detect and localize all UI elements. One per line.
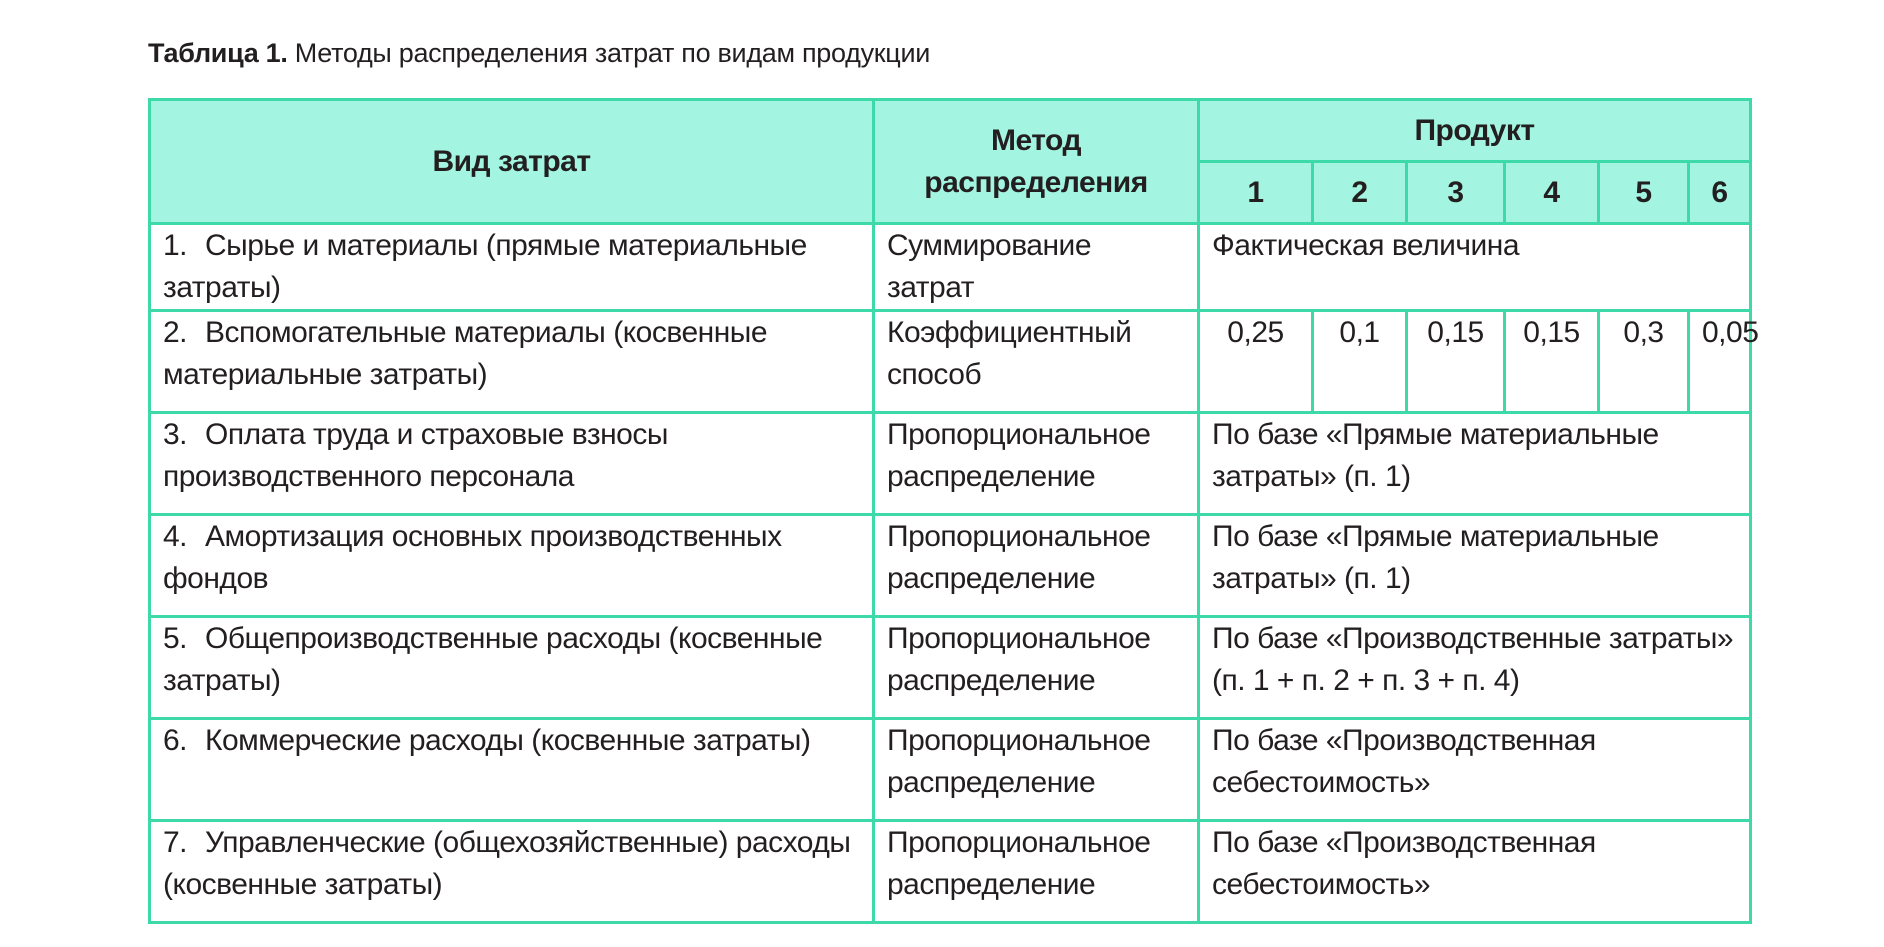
- method-cell: Пропорциональное распределение: [874, 413, 1199, 515]
- coefficient-cell: 0,3: [1599, 311, 1689, 413]
- table-row: [150, 311, 1751, 413]
- table-row: [150, 413, 1751, 515]
- row-number: 3.: [163, 418, 188, 451]
- caption-label: Таблица 1.: [148, 38, 288, 68]
- coefficient-cell: 0,15: [1407, 311, 1505, 413]
- cost-type-cell: [150, 821, 874, 923]
- cost-type-text: Амортизация основных производственных фондов: [163, 520, 782, 595]
- method-cell: Пропорциональное распределение: [874, 515, 1199, 617]
- cost-type-text: Общепроизводственные расходы (косвенные затраты): [163, 622, 823, 697]
- cost-type-cell: [150, 719, 874, 821]
- coefficient-cell: 0,15: [1505, 311, 1599, 413]
- method-cell: Пропорциональное распределение: [874, 821, 1199, 923]
- cost-type-cell: [150, 413, 874, 515]
- table-row: [150, 617, 1751, 719]
- coefficient-cell: 0,1: [1313, 311, 1407, 413]
- header-method-label: Метод распределения: [924, 123, 1148, 199]
- distribution-cell: По базе «Производственная себестоимость»: [1199, 821, 1751, 923]
- header-product: Продукт: [1199, 100, 1751, 162]
- table-row: [150, 821, 1751, 923]
- row-number: 2.: [163, 316, 188, 349]
- distribution-cell: По базе «Прямые материальные затраты» (п. 1): [1199, 515, 1751, 617]
- row-number: 1.: [163, 229, 188, 262]
- cost-type-cell: [150, 311, 874, 413]
- cost-type-cell: [150, 224, 874, 311]
- coefficient-cell: 0,05: [1689, 311, 1751, 413]
- distribution-cell: По базе «Производственные затраты» (п. 1 + п. 2 + п. 3 + п. 4): [1199, 617, 1751, 719]
- header-method: [874, 100, 1199, 224]
- table-row: [150, 719, 1751, 821]
- cost-type-cell: [150, 515, 874, 617]
- header-product-number: 2: [1313, 162, 1407, 224]
- row-number: 4.: [163, 520, 188, 553]
- table-row: [150, 515, 1751, 617]
- header-product-number: 5: [1599, 162, 1689, 224]
- distribution-cell: По базе «Производственная себестоимость»: [1199, 719, 1751, 821]
- cost-type-text: Сырье и материалы (прямые материальные затраты): [163, 229, 807, 304]
- table-caption: [148, 36, 930, 70]
- header-product-number: 6: [1689, 162, 1751, 224]
- row-number: 7.: [163, 826, 188, 859]
- method-cell: Суммирование затрат: [874, 224, 1199, 311]
- row-number: 6.: [163, 724, 188, 757]
- cost-type-text: Оплата труда и страховые взносы производственного персонала: [163, 418, 668, 493]
- cost-allocation-table: [148, 98, 1759, 924]
- distribution-cell: Фактическая величина: [1199, 224, 1751, 311]
- method-cell: Пропорциональное распределение: [874, 617, 1199, 719]
- row-number: 5.: [163, 622, 188, 655]
- method-cell: Пропорциональное распределение: [874, 719, 1199, 821]
- cost-type-text: Вспомогательные материалы (косвенные материальные затраты): [163, 316, 768, 391]
- header-product-number: 3: [1407, 162, 1505, 224]
- header-product-number: 1: [1199, 162, 1313, 224]
- method-cell: Коэффициентный способ: [874, 311, 1199, 413]
- coefficient-cell: 0,25: [1199, 311, 1313, 413]
- cost-type-text: Управленческие (общехозяйственные) расходы (косвенные затраты): [163, 826, 851, 901]
- header-product-number: 4: [1505, 162, 1599, 224]
- table-row: [150, 224, 1751, 311]
- cost-type-cell: [150, 617, 874, 719]
- header-cost-type: Вид затрат: [150, 100, 874, 224]
- cost-type-text: Коммерческие расходы (косвенные затраты): [205, 724, 811, 757]
- caption-text: Методы распределения затрат по видам продукции: [294, 38, 931, 68]
- distribution-cell: По базе «Прямые материальные затраты» (п. 1): [1199, 413, 1751, 515]
